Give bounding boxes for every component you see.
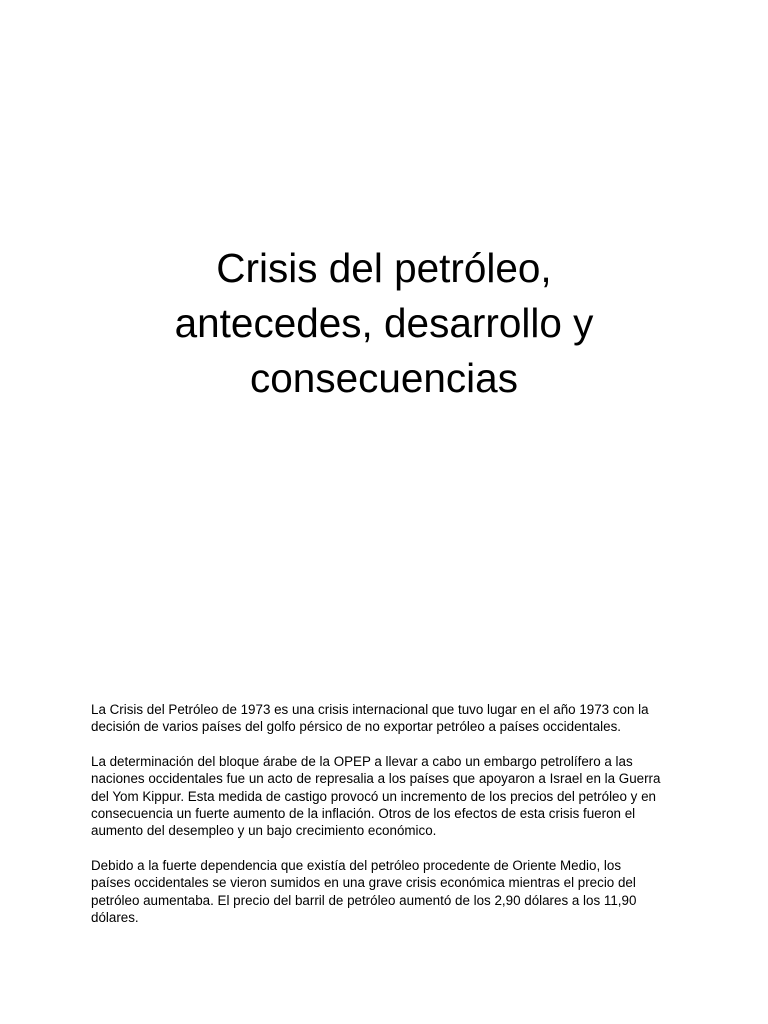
text-line: consecuencia un fuerte aumento de la inflación. Otros de los efectos de esta crisis fueron el: [91, 806, 636, 822]
document-title: [90, 241, 678, 406]
text-line: dólares.: [91, 910, 139, 926]
text-line: La Crisis del Petróleo de 1973 es una crisis internacional que tuvo lugar en el año 1973 con la: [91, 702, 649, 717]
title-line: Crisis del petróleo,: [216, 245, 552, 291]
text-line: petróleo aumentaba. El precio del barril de petróleo aumentó de los 2,90 dólares a los 11,90: [91, 892, 637, 908]
text-line: países occidentales se vieron sumidos en una grave crisis económica mientras el precio del: [91, 875, 636, 891]
text-line: del Yom Kippur. Esta medida de castigo provocó un incremento de los precios del petróleo y en: [91, 788, 656, 804]
paragraph-intro: [91, 701, 691, 736]
text-line: naciones occidentales fue un acto de represalia a los países que apoyaron a Israel en la Guerra: [91, 771, 661, 787]
paragraph-economic-crisis: [91, 857, 691, 927]
text-line: decisión de varios países del golfo pérsico de no exportar petróleo a países occidentales.: [91, 719, 621, 735]
text-line: aumento del desempleo y un bajo crecimiento económico.: [91, 823, 437, 839]
document-body: [91, 701, 691, 943]
paragraph-opep-embargo: [91, 753, 691, 840]
title-line: antecedes, desarrollo y: [174, 300, 594, 346]
text-line: Debido a la fuerte dependencia que existía del petróleo procedente de Oriente Medio, los: [91, 857, 622, 873]
title-line: consecuencias: [250, 355, 518, 401]
text-line: La determinación del bloque árabe de la OPEP a llevar a cabo un embargo petrolífero a las: [91, 753, 633, 769]
